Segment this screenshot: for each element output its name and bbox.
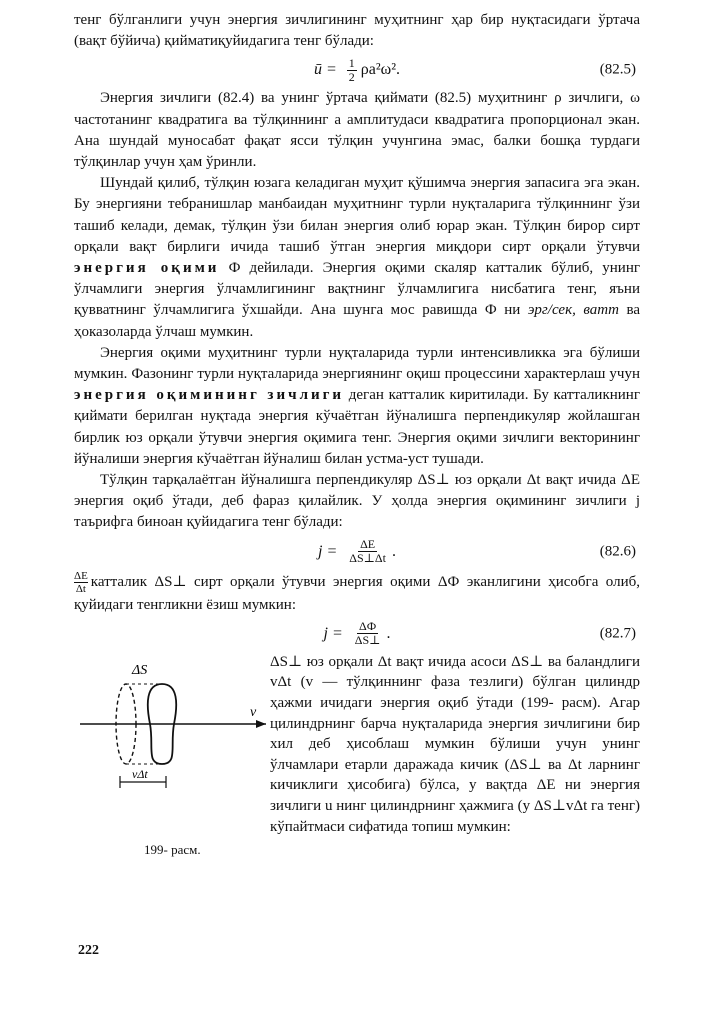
- paragraph-energy-density: Энергия зичлиги (82.4) ва унинг ўртача қиймати (82.5) муҳитнинг ρ зичлиги, ω частотанинг квадратига ва тўлқиннинг a амплитудаси квадратига пропорционал экан. Ана шундай муносабат фақат ясси тўлқин учунгина эмас, балки бошқа турдаги тўлқинлар учун ҳам ўринли.: [74, 90, 640, 171]
- axis-arrowhead: [256, 720, 266, 728]
- p3-part-a: Энергия оқими муҳитнинг турли нуқталарида турли интенсивликка эга бўлиши мумкин. Фазонинг турли нуқталарида энергиянинг оқиш процессини характерлаш учун: [74, 344, 640, 383]
- p2-part-b: Ф дейилади. Энергия оқими скаляр катталик бўлиб, унинг ўлчамлиги энергия ўлчамлигининг вақтнинг ўлчамлигига нисбатига тенг, яъни қувватнинг ўлчамлигига ўхшайди. Ана шунга мос равишда Ф ни: [74, 260, 641, 319]
- p2-part-c: ва ҳоказоларда ўлчаш мумкин.: [74, 302, 641, 340]
- paragraph-definition: Тўлқин тарқалаётган йўналишга перпендикуляр ΔS⊥ юз орқали Δt вақт ичида ΔE энергия оқиб ўтади, деб фараз қилайлик. У ҳолда энергия оқимининг зичлиги j таърифга биноан қуйидагига тенг бўлади:: [74, 472, 640, 531]
- eq3-frac-top: ΔФ: [359, 619, 377, 634]
- paragraph-cylinder: ΔS⊥ юз орқали Δt вақт ичида асоси ΔS⊥ ва баландлиги vΔt (v — тўлқиннинг фаза тезлиги) бўлган цилиндр ҳажми ичидаги энергия оқиб ўтади (199- расм). Агар цилиндрнинг барча нуқталарида энергия зичлигини бир хил деб ҳисоблаш мумкин бўлиши учун унинг ўлчамлари етарли даражада кичик (ΔS⊥ ва Δt ларнинг кичиклиги ҳисобига) бўлса, у вақтда ΔE ни энергия зичлиги u нинг цилиндрнинг ҳажмига (у ΔS⊥vΔt га тенг) кўпайтмаси сифатида топиш мумкин:: [270, 653, 640, 835]
- paragraph-flux-relation: [74, 570, 640, 616]
- figure-and-text: [74, 652, 640, 857]
- label-velocity: v: [250, 704, 257, 720]
- eq2-lhs: j =: [318, 542, 338, 560]
- equation-82-6: [74, 534, 640, 570]
- intro-paragraph: тенг бўлганлиги учун энергия зичлигининг муҳитнинг ҳар бир нуқтасидаги ўртача (вақт бўйича) қийматиқуйидагига тенг бўлади:: [74, 12, 640, 50]
- p2-term: энергия оқими: [74, 260, 220, 277]
- paragraph-flux-density: [74, 343, 640, 470]
- eq2-rhs: .: [391, 542, 396, 560]
- page-number: 222: [78, 943, 99, 958]
- eq1-lhs: ū =: [313, 61, 337, 79]
- p2-units: эрг/сек, ватт: [527, 302, 619, 319]
- cylinder-diagram: [74, 652, 270, 842]
- eq1-number: (82.5): [599, 61, 636, 78]
- equation-82-7: [74, 616, 640, 652]
- figure-caption: 199- расм.: [144, 841, 201, 857]
- page-body: [74, 10, 641, 857]
- eq1-rhs: ρa²ω².: [360, 61, 400, 79]
- paragraph-energy-flux: [74, 173, 640, 343]
- eq1-frac-top: 1: [348, 55, 355, 70]
- eq3-fraction: [353, 620, 383, 647]
- eq3-rhs: .: [386, 624, 391, 642]
- p5-text: катталик ΔS⊥ сирт орқали ўтувчи энергия оқими ΔФ эканлигини ҳисобга олиб, қуйидаги тенгликни ёзиш мумкин:: [74, 573, 640, 613]
- eq1-frac-bot: 2: [348, 69, 355, 84]
- eq2-fraction: [347, 538, 388, 565]
- p3-term: энергия оқимининг зичлиги: [74, 387, 345, 404]
- eq1-fraction: [347, 57, 357, 84]
- eq3-frac-bot: ΔS⊥: [354, 633, 381, 648]
- p3-part-b: деган катталик киритилади. Бу катталикнинг қиймати берилган нуқтада энергия кўчаётган йўналишга перпендикуляр жойлашган бирлик юз орқали ўтувчи энергия оқимига тенг. Энергия оқими зичлиги векторининг йўналиши энергия кўчаётган йўналиш билан устма-уст тушади.: [74, 387, 640, 467]
- p5-frac-top: ΔE: [74, 569, 88, 582]
- p2-part-a: Шундай қилиб, тўлқин юзага келадиган муҳит қўшимча энергия запасига эга экан. Бу энергияни тебранишлар манбаидан муҳитнинг турли нуқталарига тўлқиннинг ўзи ташиб келади, демак, тўлқин ўзи билан энергия олиб юрар экан. Тўлқин бирор сирт орқали вақт бирлиги ичида ташиб ўтган энергия миқдори сирт орқали ўтувчи: [74, 175, 640, 255]
- eq2-number: (82.6): [599, 543, 636, 560]
- p5-frac-bot: Δt: [75, 582, 86, 595]
- eq3-number: (82.7): [599, 625, 636, 642]
- p5-fraction: [74, 570, 88, 595]
- eq2-frac-top: ΔE: [360, 537, 376, 552]
- label-area: ΔS: [132, 662, 148, 678]
- eq3-lhs: j =: [323, 624, 343, 642]
- equation-82-5: [74, 52, 640, 88]
- eq2-frac-bot: ΔS⊥Δt: [349, 551, 386, 566]
- label-length: vΔt: [132, 766, 148, 781]
- figure-199: [74, 652, 270, 857]
- figure-side-text: [270, 652, 640, 847]
